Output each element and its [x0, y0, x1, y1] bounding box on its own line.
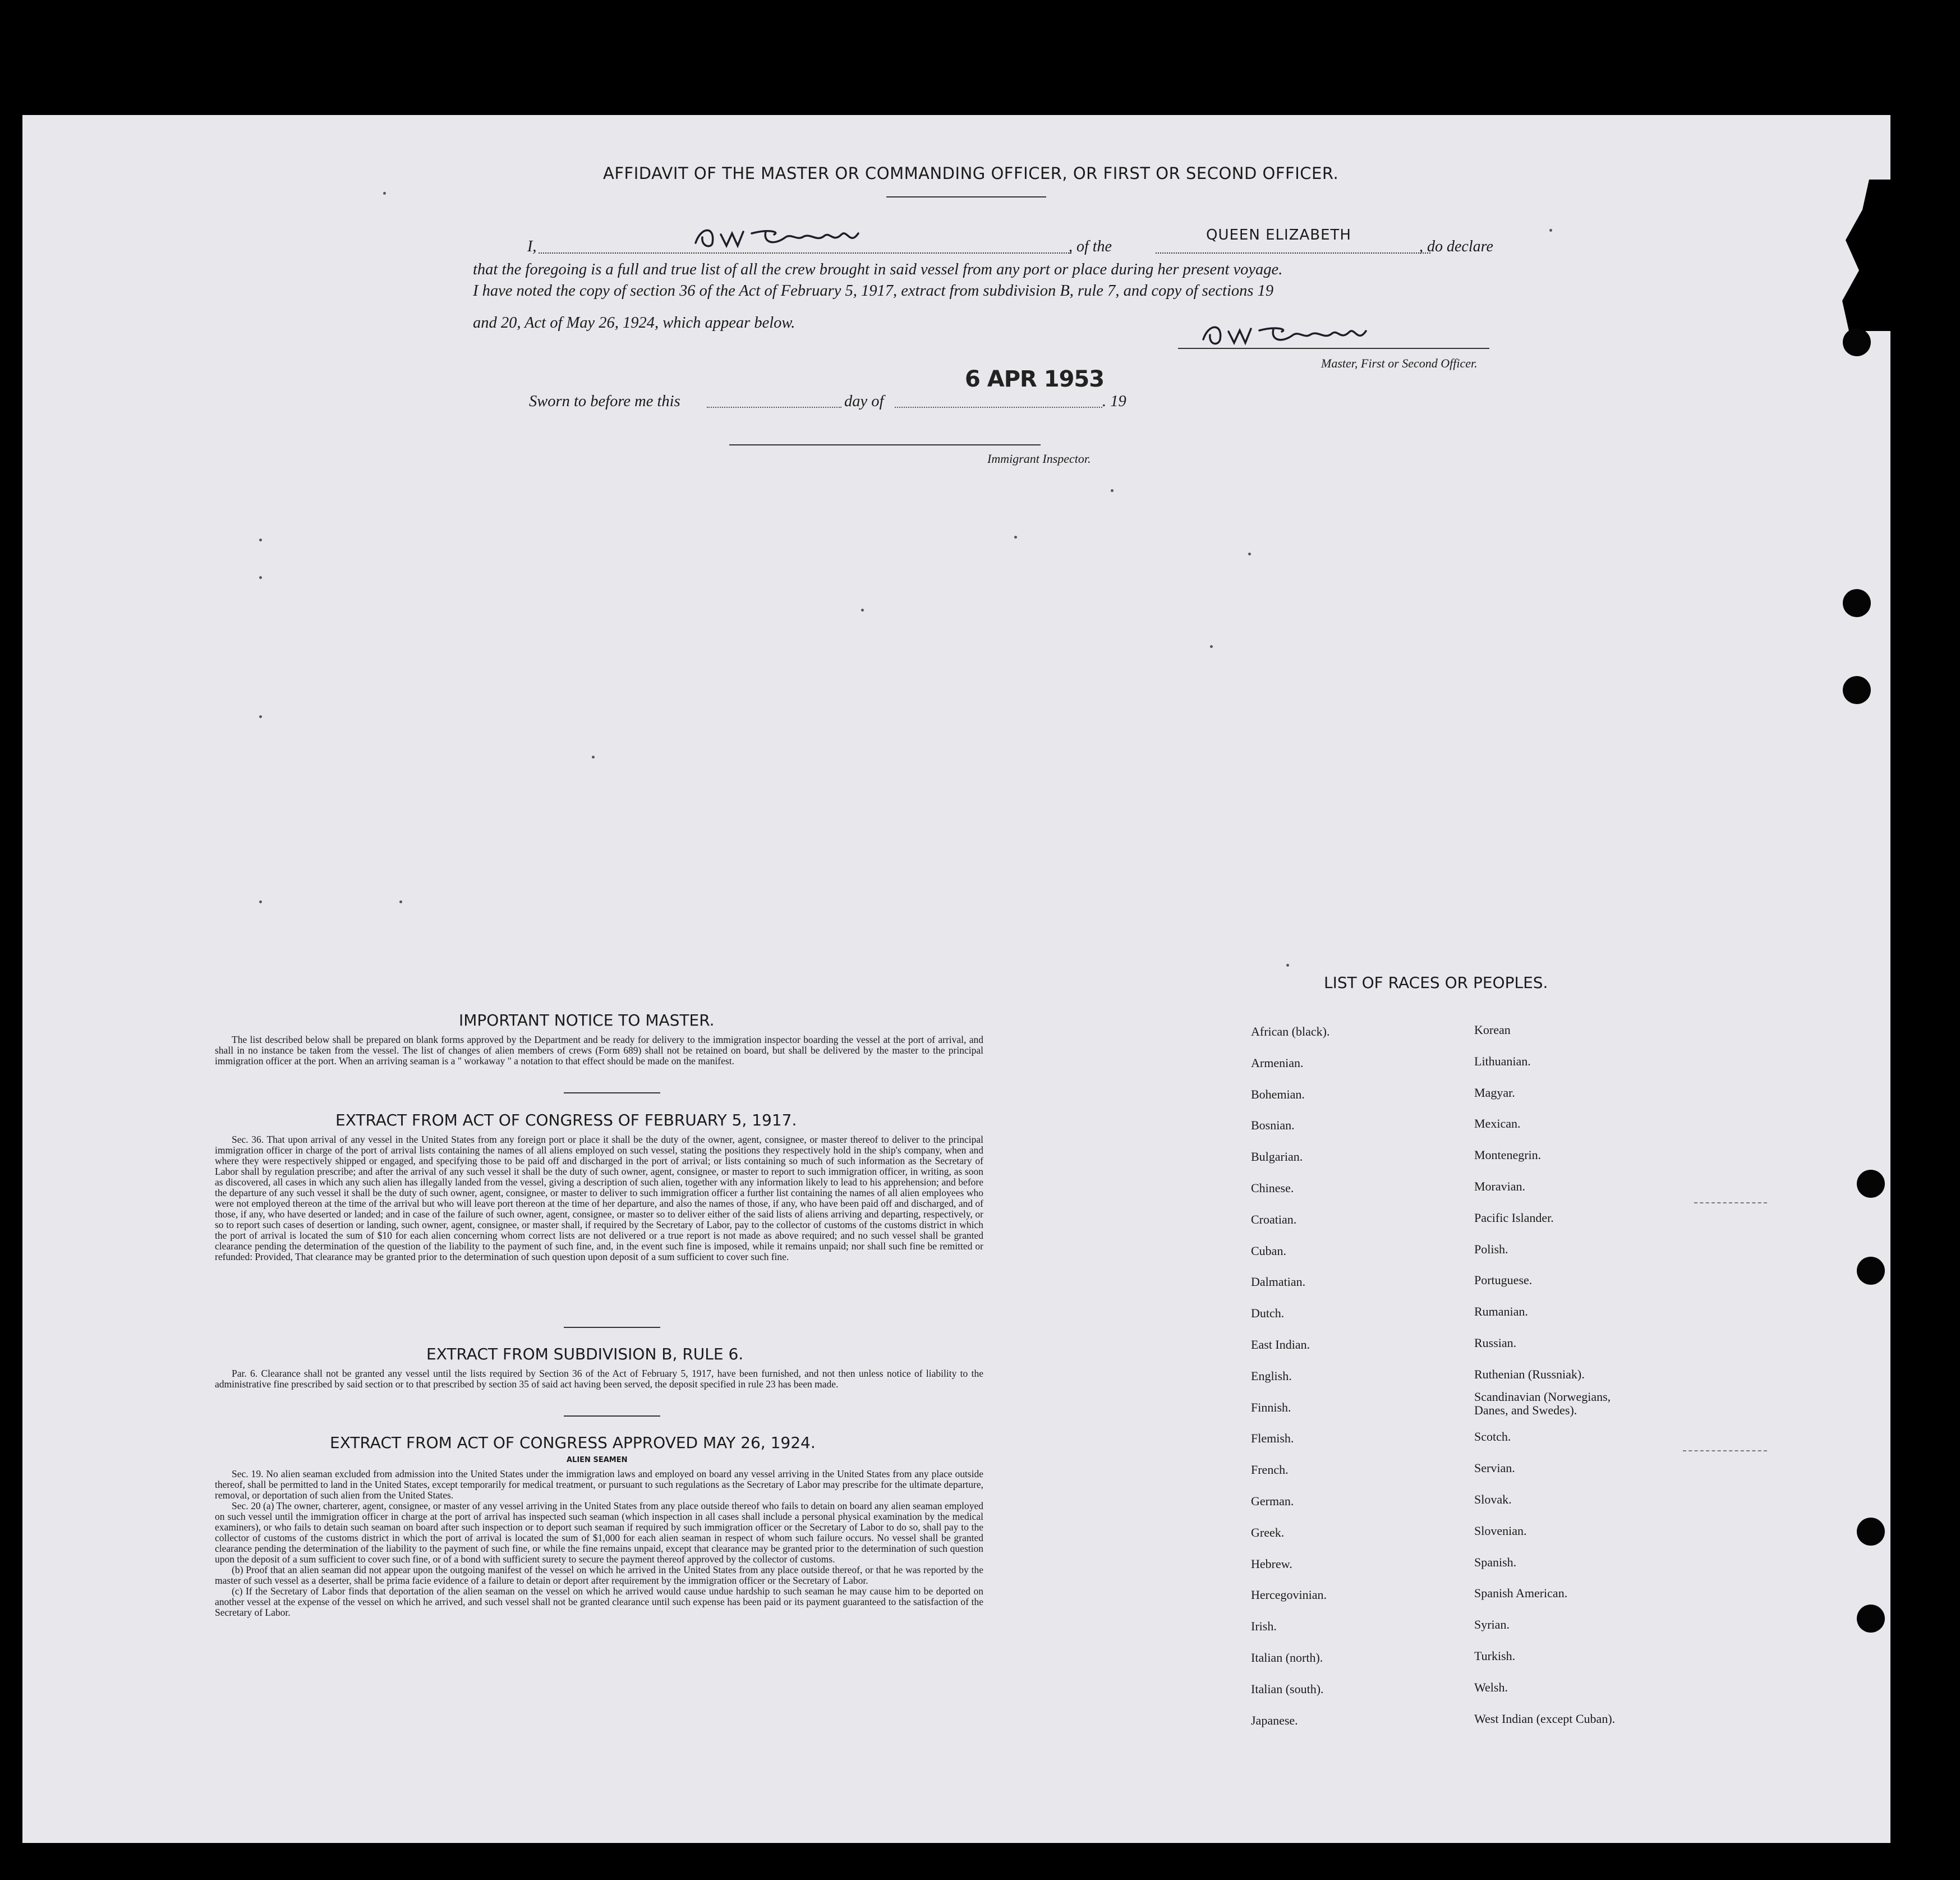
race-item: Chinese.: [1251, 1180, 1294, 1195]
section-20a-paragraph: Sec. 20 (a) The owner, charterer, agent, consignee, or master of any vessel arriving in the United States from any place outside thereof who fails to detain on board any alien seaman employed on such vessel until the immigration officer in charge at the port of arrival has inspected such seaman (which inspection in all cases shall include a personal physical examination by the medical examiners), or who fails to detain such seaman on board after such inspection or to deport such seaman if required by such immigration officer or the Secretary of Labor to do so, shall pay to the collector of customs of the customs district in which the port of arrival is located the sum of $1,000 for each alien seaman in respect of whom such failure occurs. No vessel shall be granted clearance pending the determination of the liability to the payment of such fine, or while the fine remains unpaid, except that clearance may be granted prior to the determination of such question upon the deposit of a sum sufficient to cover such fine, or of a bond with sufficient surety to secure the payment thereof approved by the collector of customs.: [215, 1500, 983, 1565]
affidavit-line3: I have noted the copy of section 36 of the Act of February 5, 1917, extract from subdivision B, rule 7, and copy of sections 19: [473, 282, 1274, 300]
section-19-paragraph: Sec. 19. No alien seaman excluded from admission into the United States under the immigration laws and employed on board any vessel arriving in the United States from any place outside thereof, shall be permitted to land in the United States, except temporarily for medical treatment, or pursuant to such regulations as the Secretary of Labor may prescribe for the ultimate departure, removal, or deportation of such alien from the United States.: [215, 1468, 983, 1501]
affidavit-title: AFFIDAVIT OF THE MASTER OR COMMANDING OFFICER, OR FIRST OR SECOND OFFICER.: [603, 164, 1339, 183]
race-item: Cuban.: [1251, 1243, 1286, 1258]
race-item: French.: [1251, 1463, 1289, 1477]
master-signature: [1195, 311, 1386, 356]
race-item: East Indian.: [1251, 1337, 1310, 1352]
race-item: Spanish.: [1474, 1555, 1517, 1569]
sworn-year: . 19: [1102, 393, 1126, 410]
race-item: German.: [1251, 1493, 1294, 1508]
alien-seamen-subtitle: ALIEN SEAMEN: [567, 1456, 628, 1464]
race-item: Turkish.: [1474, 1648, 1516, 1663]
section-divider: [564, 1092, 660, 1093]
race-item: Dalmatian.: [1251, 1275, 1306, 1289]
race-item: West Indian (except Cuban).: [1474, 1711, 1616, 1726]
race-item: Bohemian.: [1251, 1087, 1305, 1101]
section-divider: [564, 1327, 660, 1328]
binder-hole: [1857, 1605, 1885, 1633]
speck: [259, 576, 262, 579]
affidavit-line4: and 20, Act of May 26, 1924, which appear below.: [473, 314, 795, 332]
binder-hole: [1857, 1170, 1885, 1198]
master-signature-line: [1178, 348, 1489, 349]
race-item: English.: [1251, 1368, 1292, 1383]
race-item: Scotch.: [1474, 1429, 1511, 1444]
speck: [259, 715, 262, 718]
race-item: Japanese.: [1251, 1713, 1298, 1727]
extract-1917-title: EXTRACT FROM ACT OF CONGRESS OF FEBRUARY 5, 1917.: [335, 1111, 797, 1129]
race-item: Slovenian.: [1474, 1523, 1527, 1538]
race-item: Bosnian.: [1251, 1118, 1295, 1133]
section-20b-paragraph: (b) Proof that an alien seaman did not appear upon the outgoing manifest of the vessel on which he arrived in the United States from any place outside thereof, or that he was reported by the master of such vessel as a deserter, shall be prima facie evidence of a failure to detain or deport after requirement by the immigration officer or the Secretary of Labor.: [215, 1564, 983, 1586]
race-item: Hercegovinian.: [1251, 1588, 1327, 1602]
extract-1924-text: [215, 1469, 983, 1618]
race-item: Slovak.: [1474, 1492, 1512, 1506]
extract-1924-title: EXTRACT FROM ACT OF CONGRESS APPROVED MAY 26, 1924.: [330, 1433, 816, 1452]
speck: [383, 192, 386, 195]
race-item: Servian.: [1474, 1461, 1515, 1475]
sworn-date-line: [895, 407, 1102, 408]
speck: [1111, 489, 1114, 492]
race-item: Greek.: [1251, 1525, 1285, 1539]
binder-hole: [1843, 328, 1871, 356]
ship-name: QUEEN ELIZABETH: [1206, 227, 1351, 243]
speck: [259, 900, 262, 903]
race-item: Syrian.: [1474, 1617, 1510, 1632]
race-item: Welsh.: [1474, 1680, 1508, 1694]
race-item: Italian (south).: [1251, 1681, 1324, 1696]
race-item: Polish.: [1474, 1242, 1508, 1256]
notice-text: [215, 1035, 983, 1067]
speck: [259, 539, 262, 541]
speck: [1210, 645, 1213, 648]
affidavit-line2: that the foregoing is a full and true list of all the crew brought in said vessel from any port or place during her present voyage.: [473, 261, 1283, 278]
race-item: Flemish.: [1251, 1431, 1294, 1446]
margin-mark: [1683, 1450, 1767, 1451]
notice-paragraph: The list described below shall be prepared on blank forms approved by the Department and be ready for delivery to the immigration inspector boarding the vessel at the port of arrival, and shall in no instance be taken from the vessel. The list of changes of alien members of crews (Form 689) shall not be retained on board, but shall be delivered by the master to the principal immigration officer at the port. When an arriving seaman is a " workaway " a notation to that effect should be made on the manifest.: [215, 1034, 983, 1067]
affidavit-of-the: , of the: [1069, 238, 1112, 255]
extract-1917-text: [215, 1134, 983, 1262]
section-36-paragraph: Sec. 36. That upon arrival of any vessel in the United States from any foreign port or place it shall be the duty of the owner, agent, consignee, or master thereof to deliver to the principal immigration officer in charge of the port of arrival lists containing the names of all aliens employed on such vessel, stating the positions they respectively hold in the ship's company, when and where they were respectively shipped or engaged, and specifying those to be paid off and discharged in the port of arrival; or lists containing so much of such information as the Secretary of Labor shall by regulation prescribe; and after the arrival of any such vessel it shall be the duty of such owner, agent, consignee, or master to report to such immigration officer, in writing, as soon as discovered, all cases in which any such alien has illegally landed from the vessel, giving a description of such alien, together with any information likely to lead to his apprehension; and before the departure of any such vessel it shall be the duty of such owner, agent, consignee, or master to deliver to such immigration officer a further list containing the names of all alien employees who were not employed thereon at the time of the arrival but who will leave port thereon at the time of her departure, and also the names of those, if any, who have been paid off and discharged, and of those, if any, who have deserted or landed; and in case of the failure of such owner, agent, consignee, or master so to deliver either of the said lists of aliens arriving and departing, respectively, or so to report such cases of desertion or landing, such owner, agent, consignee, or master shall, if required by the Secretary of Labor, pay to the collector of customs of the customs district in which the port of arrival is located the sum of $10 for each alien concerning whom correct lists are not delivered or a true report is not made as above required; and no such vessel shall be granted clearance pending the determination of the question of the liability to the payment of such fine, and, in the event such fine is imposed, while it remains unpaid; nor shall such fine be remitted or refunded: Provided, That clearance may be granted prior to the determination of such question upon deposit of a sum sufficient to cover such fine.: [215, 1134, 983, 1262]
race-item: Spanish American.: [1474, 1586, 1568, 1601]
race-item: Italian (north).: [1251, 1650, 1323, 1665]
binder-hole: [1843, 589, 1871, 617]
speck: [1248, 553, 1251, 555]
race-item: Pacific Islander.: [1474, 1210, 1554, 1225]
sworn-prefix: Sworn to before me this: [529, 393, 680, 410]
speck: [861, 609, 864, 612]
race-item: Moravian.: [1474, 1179, 1526, 1193]
race-item: Ruthenian (Russniak).: [1474, 1367, 1585, 1381]
race-item: Montenegrin.: [1474, 1148, 1542, 1162]
master-caption: Master, First or Second Officer.: [1321, 356, 1478, 370]
races-title: LIST OF RACES OR PEOPLES.: [1324, 973, 1548, 992]
ship-line: [1156, 252, 1430, 254]
race-item: African (black).: [1251, 1024, 1330, 1038]
affidavit-declare: , do declare: [1419, 238, 1493, 255]
affidavit-line1-prefix: I,: [527, 238, 537, 255]
race-item: Scandinavian (Norwegians, Danes, and Swedes).: [1474, 1389, 1611, 1417]
speck: [399, 900, 402, 903]
race-item: Magyar.: [1474, 1085, 1515, 1100]
race-item: Rumanian.: [1474, 1304, 1528, 1319]
race-item: Portuguese.: [1474, 1273, 1533, 1288]
binder-hole: [1857, 1257, 1885, 1285]
binder-hole: [1843, 676, 1871, 704]
section-divider: [564, 1415, 660, 1417]
race-item: Irish.: [1251, 1619, 1277, 1634]
speck: [1286, 964, 1289, 967]
binder-hole: [1857, 1518, 1885, 1546]
race-item: Hebrew.: [1251, 1556, 1292, 1571]
speck: [1014, 536, 1017, 539]
race-item: Mexican.: [1474, 1116, 1521, 1131]
race-item: Armenian.: [1251, 1055, 1304, 1070]
race-item: Bulgarian.: [1251, 1150, 1303, 1164]
title-underline: [886, 196, 1046, 197]
sworn-day-line: [707, 407, 841, 408]
speck: [592, 756, 595, 759]
date-stamp: 6 APR 1953: [965, 366, 1105, 392]
margin-mark: [1694, 1202, 1767, 1203]
par-6-paragraph: Par. 6. Clearance shall not be granted any vessel until the lists required by Section 36 of the Act of February 5, 1917, have been furnished, and not then unless notice of liability to the administrative fine prescribed by said section or to that prescribed by section 35 of said act having been served, the deposit specified in rule 23 has been made.: [215, 1368, 983, 1390]
inspector-line: [729, 444, 1041, 445]
race-item: Finnish.: [1251, 1400, 1291, 1414]
speck: [1549, 229, 1552, 232]
races-left-column: [1251, 1016, 1329, 1736]
inspector-caption: Immigrant Inspector.: [987, 452, 1091, 466]
race-item: Dutch.: [1251, 1306, 1285, 1321]
extract-rule6-title: EXTRACT FROM SUBDIVISION B, RULE 6.: [426, 1345, 744, 1363]
extract-rule6-text: [215, 1368, 983, 1390]
section-20c-paragraph: (c) If the Secretary of Labor finds that deportation of the alien seaman on the vessel on which he arrived would cause undue hardship to such seaman he may cause him to be deported on another vessel at the expense of the vessel on which he arrived, and such vessel shall not be granted clearance until such expense has been paid or its payment guaranteed to the satisfaction of the Secretary of Labor.: [215, 1585, 983, 1618]
race-item: Korean: [1474, 1023, 1511, 1037]
notice-title: IMPORTANT NOTICE TO MASTER.: [459, 1011, 715, 1029]
race-item: Lithuanian.: [1474, 1054, 1531, 1068]
signature: [690, 212, 875, 257]
race-item: Croatian.: [1251, 1212, 1297, 1226]
races-right-column: [1474, 1014, 1642, 1734]
race-item: Russian.: [1474, 1335, 1517, 1350]
sworn-day-of: day of: [844, 393, 884, 410]
